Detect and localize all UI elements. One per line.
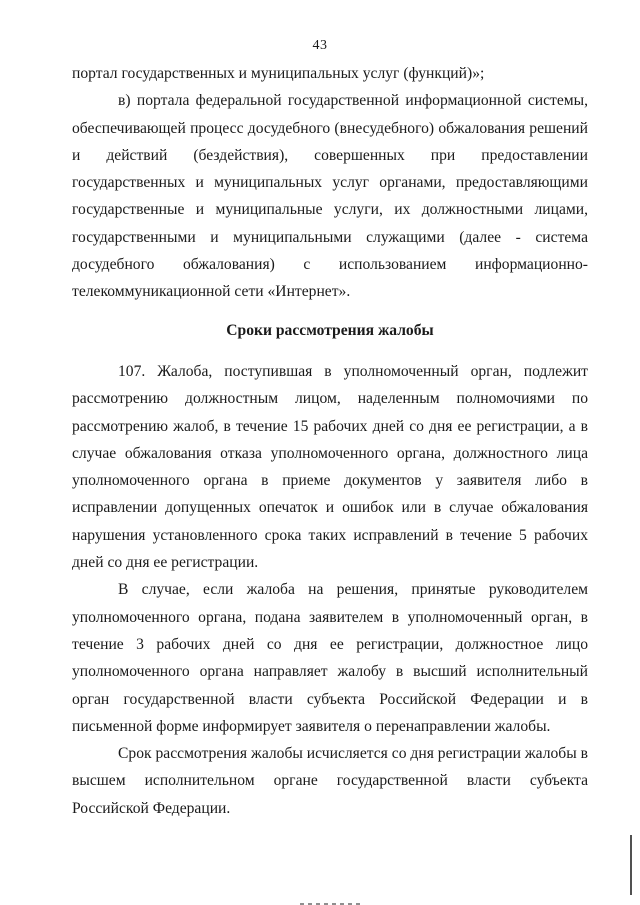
page-number: 43	[312, 38, 328, 53]
scan-edge-mark	[630, 835, 632, 895]
paragraph-redirect: В случае, если жалоба на решения, принятые руководителем уполномоченного органа, подана заявителем в уполномоченный орган, в течение 3 рабочих дней со дня ее регистрации, должностное лицо уполномоченного органа направляет жалобу в высший исполнительный орган государственной власти субъекта Российской Федерации и в письменной форме информирует заявителя о перенаправлении жалобы.	[72, 581, 588, 735]
paragraph-107: 107. Жалоба, поступившая в уполномоченный орган, подлежит рассмотрению должностным лицом, наделенным полномочиями по рассмотрению жалоб, в течение 15 рабочих дней со дня ее регистрации, а в случае обжалования отказа уполномоченного органа, должностного лица уполномоченного органа в приеме документов у заявителя либо в исправлении допущенных опечаток и ошибок или в случае обжалования нарушения установленного срока таких исправлений в течение 5 рабочих дней со дня ее регистрации.	[72, 362, 588, 572]
document-body	[72, 60, 588, 822]
section-title: Сроки рассмотрения жалобы	[226, 321, 434, 339]
paragraph-portal-continuation: портал государственных и муниципальных услуг (функций)»;	[72, 65, 485, 82]
paragraph-item-v: в) портала федеральной государственной информационной системы, обеспечивающей процесс досудебного (внесудебного) обжалования решений и действий (бездействия), совершенных при предоставлении государственных и муниципальных услуг органами, предоставляющими государственные и муниципальные услуги, их должностными лицами, государственными и муниципальными служащими (далее - система досудебного обжалования) с использованием информационно-телекоммуникационной сети «Интернет».	[72, 92, 588, 301]
paragraph-term-start: Срок рассмотрения жалобы исчисляется со дня регистрации жалобы в высшем исполнительном органе государственной власти субъекта Российской Федерации.	[72, 745, 588, 817]
